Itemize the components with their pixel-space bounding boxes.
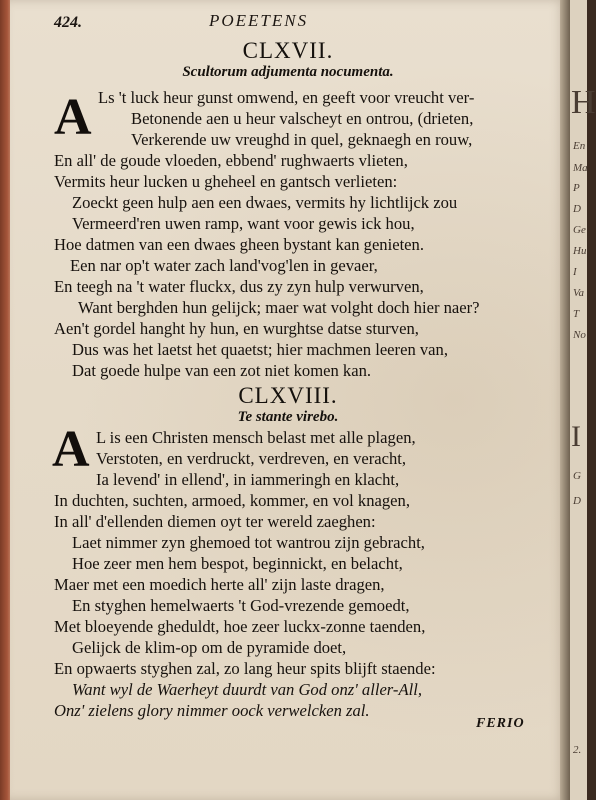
gutter (560, 0, 570, 800)
facing-fragment: I (571, 420, 581, 453)
poem-motto: Scultorum adjumenta nocumenta. (182, 64, 394, 80)
facing-fragment: I (573, 266, 577, 278)
verse-line: Dat goede hulpe van een zot niet komen kan. (72, 361, 372, 380)
page-number: 424. (54, 14, 82, 31)
facing-fragment: T (573, 308, 580, 320)
verse-line: Laet nimmer zyn ghemoed tot wantrou zijn gebracht, (72, 533, 425, 552)
verse-line: Vermeerd'ren uwen ramp, want voor gewis ick hou, (72, 214, 415, 233)
facing-fragment: H (571, 84, 596, 121)
facing-fragment: Ge (573, 224, 586, 236)
verse-line: Betonende aen u heur valscheyt en ontrou, (drieten, (131, 109, 474, 128)
verse-line: Hoe zeer men hem bespot, beginnickt, en belacht, (72, 554, 403, 573)
verse-line: In all' d'ellenden diemen oyt ter wereld zaeghen: (54, 512, 376, 531)
verse-line: Een nar op't water zach land'vog'len in gevaer, (70, 256, 378, 275)
verse-line: Met bloeyende gheduldt, hoe zeer luckx-zonne taenden, (54, 617, 426, 636)
facing-fragment: Va (573, 287, 584, 299)
facing-fragment: P (573, 182, 580, 194)
drop-cap: A (54, 89, 92, 146)
verse-line: L is een Christen mensch belast met alle plagen, (96, 428, 416, 447)
verse-line: Vermits heur lucken u gheheel en gantsch verlieten: (54, 172, 398, 191)
page-header (34, 8, 554, 32)
verse-line: Zoeckt geen hulp aen een dwaes, vermits hy lichtlijck zou (72, 193, 458, 212)
verse-line: Gelijck de klim-op om de pyramide doet, (72, 638, 347, 657)
facing-fragment: D (573, 495, 581, 507)
verse-line: En all' de goude vloeden, ebbend' rughwaerts vlieten, (54, 151, 408, 170)
facing-page (570, 0, 596, 800)
verse-line: Onz' zielens glory nimmer oock verwelcken zal. (54, 701, 370, 720)
facing-fragment: G (573, 470, 581, 482)
verse-line: In duchten, suchten, armoed, kommer, en vol knagen, (54, 491, 410, 510)
facing-fragment: No (573, 329, 586, 341)
verse-line: Verstoten, en verdruckt, verdreven, en veracht, (96, 449, 407, 468)
verse-line: En opwaerts styghen zal, zo lang heur spits blijft staende: (54, 659, 436, 678)
catchword: FERIO (476, 716, 525, 731)
verse-line: En teegh na 't water fluckx, dus zy zyn hulp verwurven, (54, 277, 424, 296)
verse-line: Ia levend' in ellend', in iammeringh en klacht, (96, 470, 400, 489)
facing-fragment: Ma (573, 162, 588, 174)
facing-fragment: Hu (573, 245, 587, 257)
verse-line: Want wyl de Waerheyt duurdt van God onz' aller-All, (72, 680, 422, 699)
verse-line: En styghen hemelwaerts 't God-vrezende gemoedt, (72, 596, 410, 615)
verse-line: Ls 't luck heur gunst omwend, en geeft voor vreucht ver- (98, 88, 475, 107)
verse-line: Verkerende uw vreughd in quel, geknaegh en rouw, (131, 130, 473, 149)
verse-line: Want berghden hun gelijck; maer wat volght doch hier naer? (78, 298, 480, 317)
poem-number: CLXVIII. (238, 383, 338, 408)
poem-motto: Te stante virebo. (237, 409, 339, 425)
facing-fragment: D (573, 203, 581, 215)
drop-cap: A (52, 421, 90, 478)
verse-line: Aen't gordel hanght hy hun, en wurghtse datse sturven, (54, 319, 419, 338)
running-title: POEETENS (209, 11, 309, 30)
facing-fragment: En (573, 140, 586, 152)
verse-line: Dus was het laetst het quaetst; hier machmen leeren van, (72, 340, 448, 359)
facing-fragment: 2. (573, 744, 582, 756)
verse-line: Maer met een moedich herte all' zijn laste dragen, (54, 575, 385, 594)
poem-number: CLXVII. (242, 38, 334, 63)
verse-line: Hoe datmen van een dwaes gheen bystant kan genieten. (54, 235, 424, 254)
